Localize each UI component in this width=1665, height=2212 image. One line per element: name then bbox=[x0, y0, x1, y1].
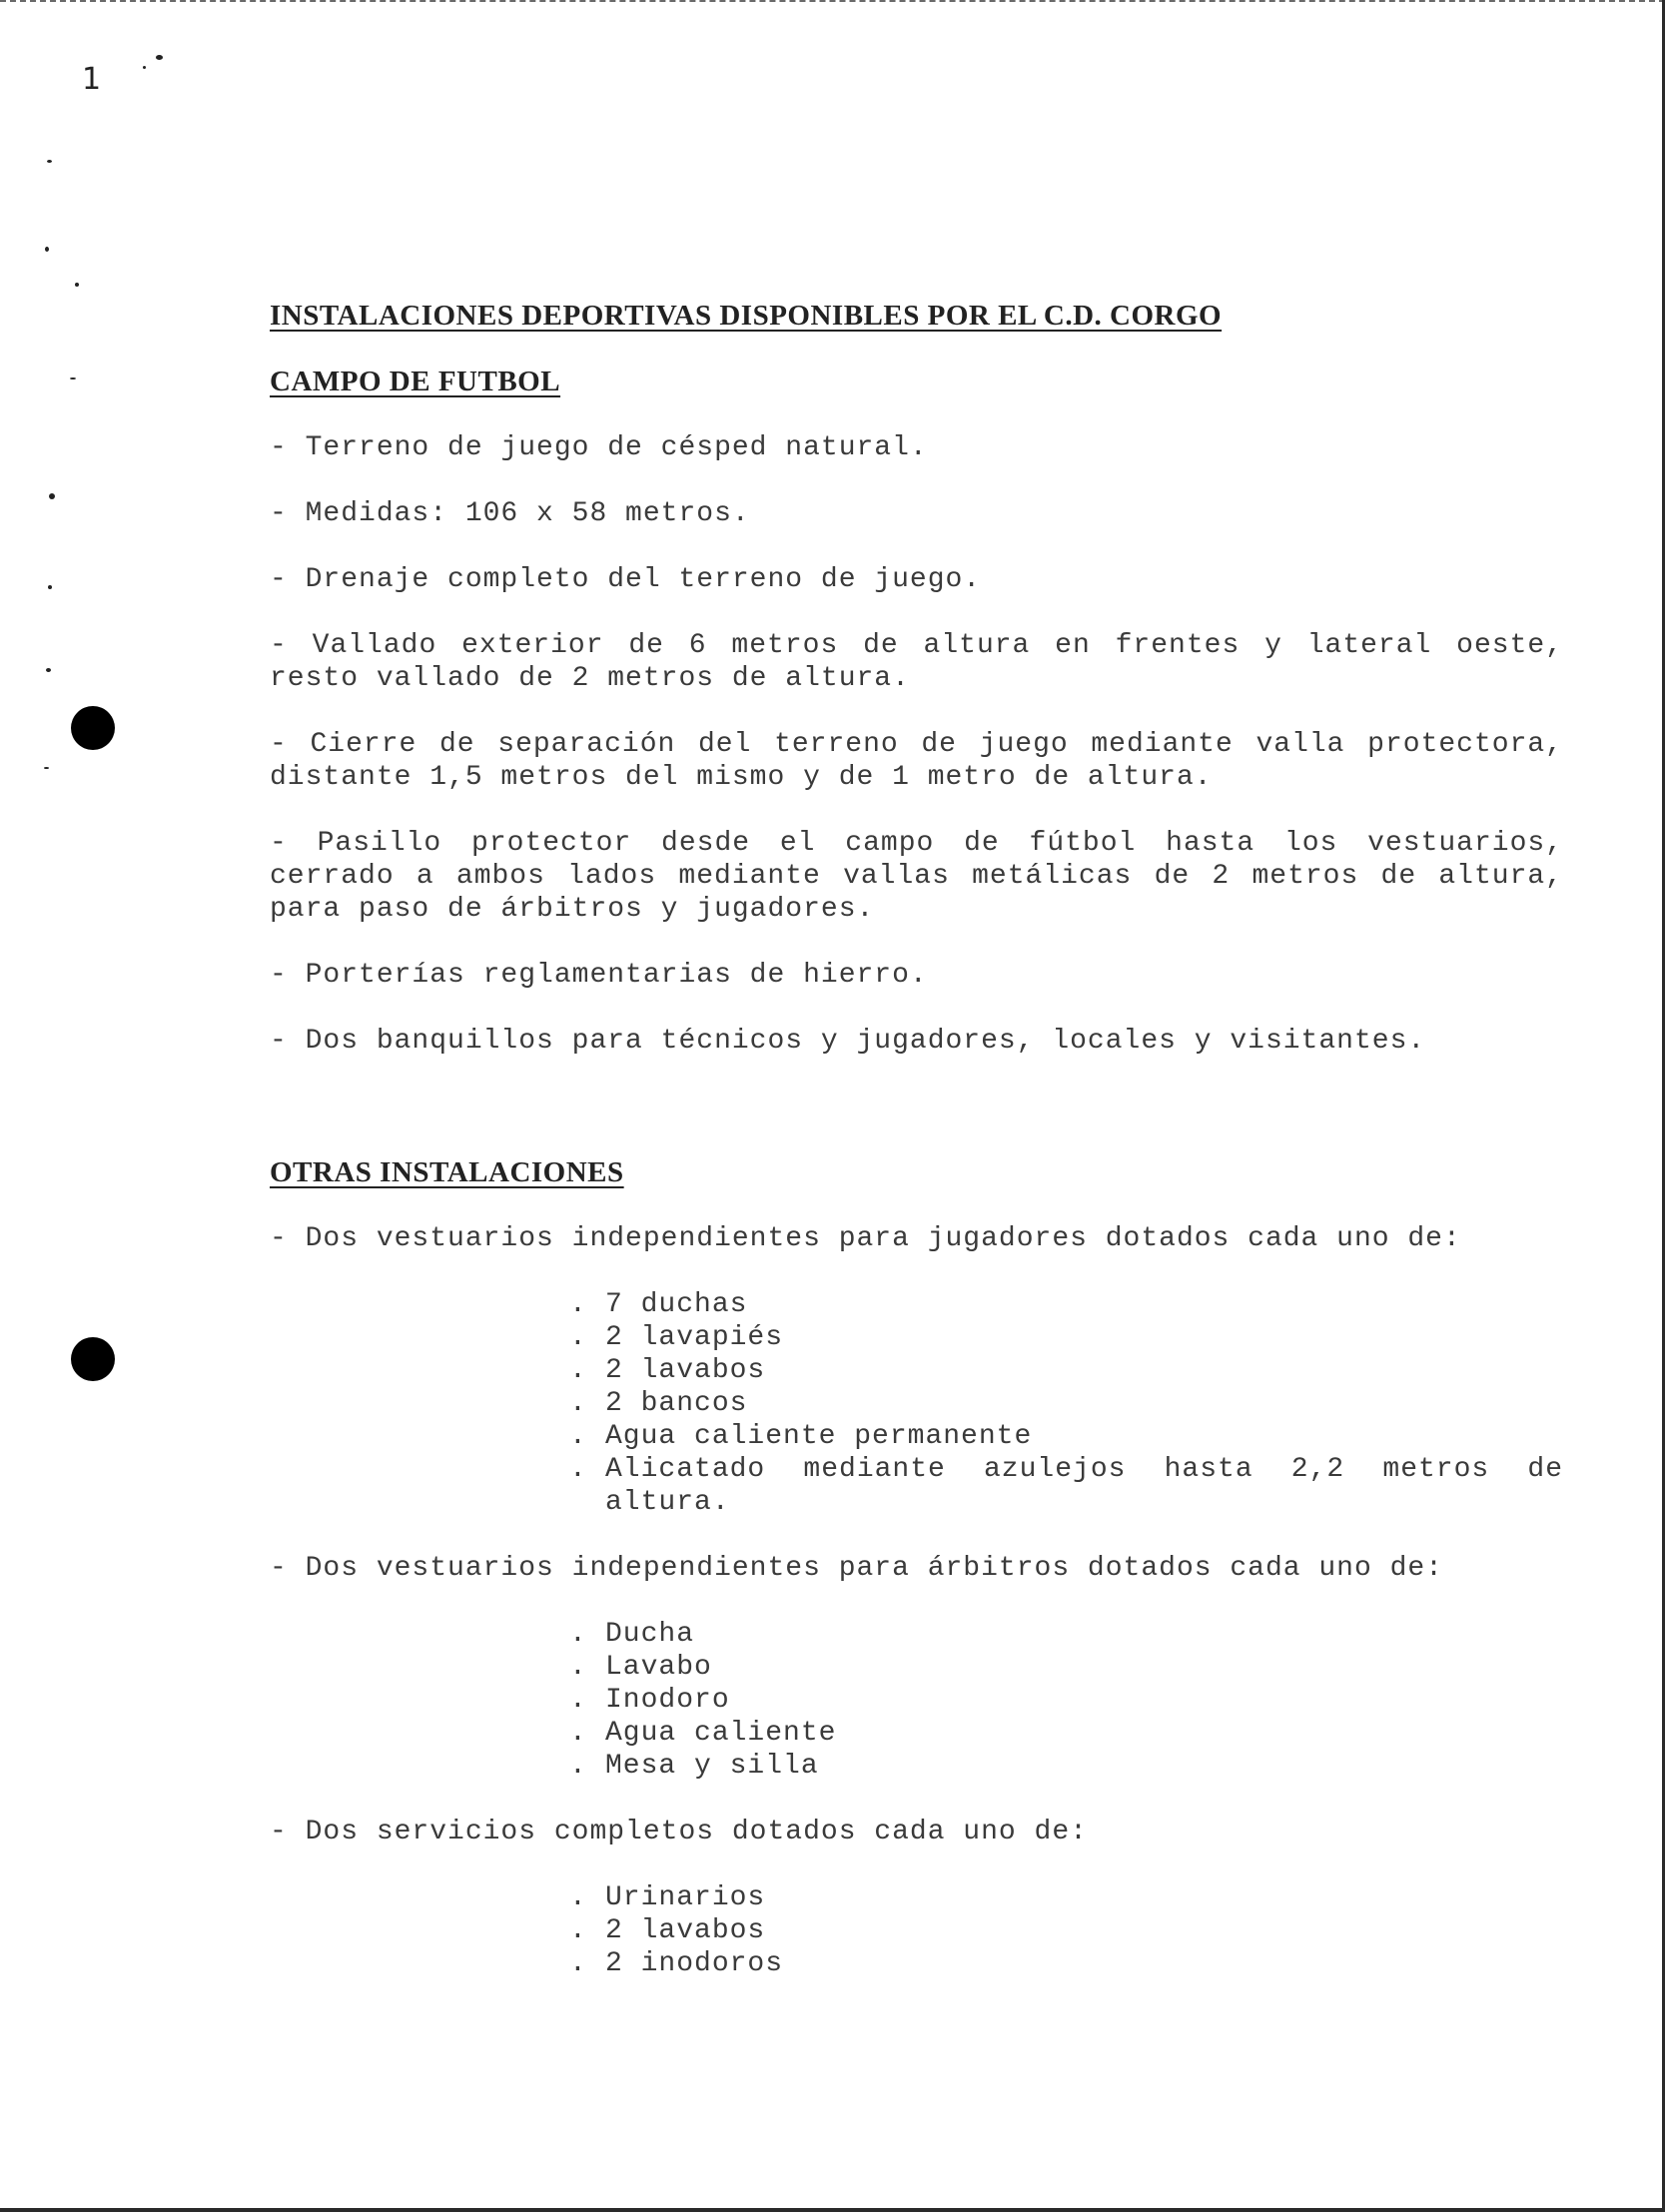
list-item bbox=[569, 1387, 1563, 1420]
list-item bbox=[569, 1947, 1563, 1980]
otras-sublist bbox=[569, 1288, 1563, 1519]
list-item bbox=[569, 1420, 1563, 1453]
list-item-text: Mesa y silla bbox=[605, 1751, 819, 1782]
list-item bbox=[569, 1717, 1563, 1750]
punch-hole-top bbox=[71, 706, 115, 750]
page-top-edge bbox=[0, 0, 1665, 5]
bullet: . bbox=[569, 1685, 587, 1716]
bullet: . bbox=[569, 1289, 587, 1320]
bullet: . bbox=[569, 1652, 587, 1683]
otras-group-intro: - Dos vestuarios independientes para jugadores dotados cada uno de: bbox=[270, 1223, 1461, 1254]
bullet: . bbox=[569, 1751, 587, 1782]
list-item bbox=[569, 1453, 1563, 1519]
list-item-text: Agua caliente bbox=[605, 1718, 837, 1749]
bullet: . bbox=[569, 1948, 587, 1979]
list-item-text: 7 duchas bbox=[605, 1289, 748, 1320]
bullet: . bbox=[569, 1454, 587, 1485]
list-item bbox=[569, 1651, 1563, 1684]
bullet: . bbox=[569, 1882, 587, 1913]
list-item bbox=[569, 1321, 1563, 1354]
list-item bbox=[569, 1618, 1563, 1651]
campo-item: - Cierre de separación del terreno de juego mediante valla protectora, distante 1,5 metros del mismo y de 1 metro de altura. bbox=[270, 729, 1563, 793]
scan-speck bbox=[46, 668, 51, 672]
scan-speck bbox=[75, 283, 79, 287]
otras-group-intro: - Dos vestuarios independientes para árbitros dotados cada uno de: bbox=[270, 1553, 1443, 1584]
campo-item: - Porterías reglamentarias de hierro. bbox=[270, 960, 928, 991]
campo-item: - Pasillo protector desde el campo de fútbol hasta los vestuarios, cerrado a ambos lados mediante vallas metálicas de 2 metros de altura, para paso de árbitros y jugadores. bbox=[270, 828, 1563, 925]
list-item bbox=[569, 1684, 1563, 1717]
bullet: . bbox=[569, 1718, 587, 1749]
scan-speck bbox=[45, 247, 49, 252]
bullet: . bbox=[569, 1322, 587, 1353]
bullet: . bbox=[569, 1619, 587, 1650]
document-title: INSTALACIONES DEPORTIVAS DISPONIBLES POR EL C.D. CORGO bbox=[270, 300, 1223, 332]
bullet: . bbox=[569, 1421, 587, 1452]
otras-group-intro: - Dos servicios completos dotados cada uno de: bbox=[270, 1817, 1088, 1847]
campo-item: - Dos banquillos para técnicos y jugadores, locales y visitantes. bbox=[270, 1026, 1426, 1057]
list-item bbox=[569, 1914, 1563, 1947]
bullet: . bbox=[569, 1355, 587, 1386]
list-item-text: 2 lavapiés bbox=[605, 1322, 784, 1353]
page-bottom-edge bbox=[0, 2208, 1665, 2212]
list-item-text: 2 bancos bbox=[605, 1388, 748, 1419]
scan-speck bbox=[156, 55, 163, 60]
scan-speck bbox=[49, 493, 55, 499]
bullet: . bbox=[569, 1388, 587, 1419]
list-item-text: Urinarios bbox=[605, 1882, 766, 1913]
list-item-text: 2 inodoros bbox=[605, 1948, 784, 1979]
list-item bbox=[569, 1881, 1563, 1914]
document-body bbox=[270, 300, 1563, 1980]
scan-speck bbox=[48, 585, 52, 589]
list-item bbox=[569, 1750, 1563, 1783]
list-item-text: Agua caliente permanente bbox=[605, 1421, 1033, 1452]
campo-item: - Drenaje completo del terreno de juego. bbox=[270, 564, 982, 595]
list-item-text: Lavabo bbox=[605, 1652, 712, 1683]
handwritten-page-mark: 1 bbox=[82, 62, 102, 97]
list-item bbox=[569, 1354, 1563, 1387]
section-heading-otras: OTRAS INSTALACIONES bbox=[270, 1156, 624, 1188]
campo-item: - Vallado exterior de 6 metros de altura en frentes y lateral oeste, resto vallado de 2 metros de altura. bbox=[270, 630, 1563, 694]
otras-sublist bbox=[569, 1618, 1563, 1783]
scan-speck bbox=[47, 160, 52, 163]
campo-item: - Medidas: 106 x 58 metros. bbox=[270, 498, 750, 529]
list-item bbox=[569, 1288, 1563, 1321]
list-item-text: 2 lavabos bbox=[605, 1915, 766, 1946]
bullet: . bbox=[569, 1915, 587, 1946]
list-item-text: Ducha bbox=[605, 1619, 695, 1650]
list-item-text: Inodoro bbox=[605, 1685, 730, 1716]
punch-hole-bottom bbox=[71, 1337, 115, 1381]
scan-speck bbox=[70, 377, 76, 379]
section-heading-campo: CAMPO DE FUTBOL bbox=[270, 366, 561, 397]
list-item-text: 2 lavabos bbox=[605, 1355, 766, 1386]
list-item-text: Alicatado mediante azulejos hasta 2,2 metros de altura. bbox=[605, 1454, 1563, 1518]
scan-speck bbox=[143, 66, 146, 69]
campo-item: - Terreno de juego de césped natural. bbox=[270, 432, 928, 463]
otras-sublist bbox=[569, 1881, 1563, 1980]
scan-speck bbox=[44, 767, 49, 769]
